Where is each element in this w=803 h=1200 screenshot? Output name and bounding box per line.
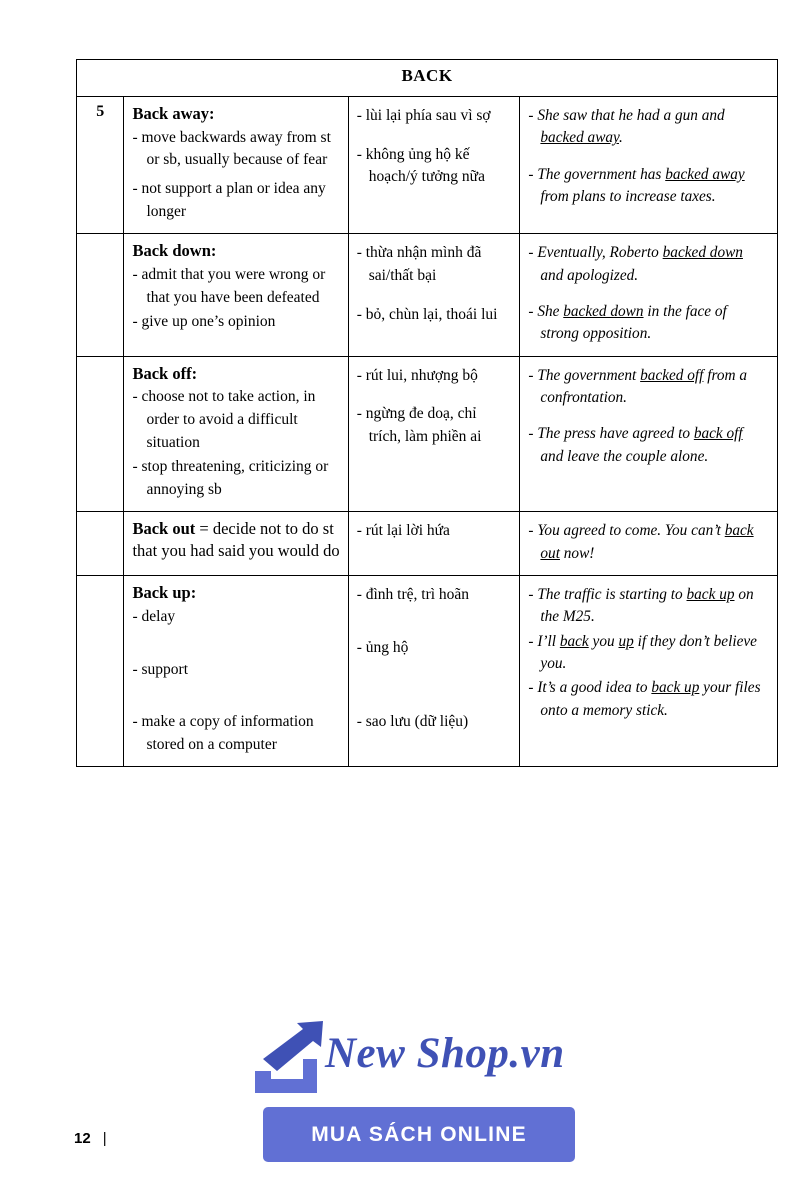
entry-examples [520,234,778,356]
entry-definition: - give up one’s opinion [132,313,276,331]
entry-example: - The government has backed away from plans to increase taxes. [528,165,745,205]
entry-example: - She saw that he had a gun and backed away. [528,107,725,147]
entry-definition: - delay [132,607,176,625]
table-row [77,97,778,234]
entry-vietnamese [348,356,520,512]
entry-english [124,356,348,512]
entry-translation: - đình trệ, trì hoãn [356,586,470,604]
entry-term-label: Back out [132,519,196,539]
arrow-logo-icon [247,1019,337,1097]
entry-example: - She backed down in the face of strong opposition. [528,302,727,343]
entry-translation: - lùi lại phía sau vì sợ [356,107,491,124]
entry-example: - I’ll back you up if they don’t believe you. [528,632,757,673]
buy-online-button[interactable]: MUA SÁCH ONLINE [263,1107,575,1162]
entry-english [124,512,348,576]
logo-text: New Shop.vn [325,1030,565,1077]
table-row [77,576,778,767]
entry-english [124,576,348,767]
entry-number [77,356,124,512]
entry-vietnamese [348,234,520,356]
entry-translation: - không ủng hộ kế hoạch/ý tưởng nữa [356,145,485,186]
entry-term-suffix: = decide not to do st that you had said you would do [132,519,340,561]
entry-examples [520,356,778,512]
page-number-divider: | [102,1130,107,1147]
entry-definition: - move backwards away from st or sb, usually because of fear [132,128,331,169]
table-row [77,512,778,576]
entry-definition: - choose not to take action, in order to avoid a difficult situation [132,388,316,451]
entry-examples [520,512,778,576]
entry-vietnamese [348,512,520,576]
entry-examples [520,576,778,767]
entry-translation: - sao lưu (dữ liệu) [356,713,469,731]
entry-definition: - stop threatening, criticizing or annoying sb [132,458,329,498]
entry-translation: - rút lại lời hứa [356,522,450,540]
entry-translation: - rút lui, nhượng bộ [356,366,478,384]
entry-number [77,234,124,356]
entry-term: Back away: [132,104,215,123]
entry-vietnamese [348,576,520,767]
entry-definition: - support [132,660,189,678]
entry-english [124,97,348,234]
entry-term: Back up: [132,583,197,603]
phrasal-verb-table [76,59,778,767]
entry-english [124,234,348,356]
table-header-row [77,60,778,97]
entry-examples [520,97,778,234]
entry-example: - The press have agreed to back off and leave the couple alone. [528,425,743,465]
table-row [77,356,778,512]
entry-definition: - admit that you were wrong or that you have been defeated [132,266,326,306]
entry-translation: - ngừng đe doạ, chỉ trích, làm phiền ai [356,405,482,445]
entry-definition: - make a copy of information stored on a computer [132,713,314,753]
table-row [77,234,778,356]
entry-example: - You agreed to come. You can’t back out now! [528,522,754,562]
entry-term: Back off: [132,363,198,383]
entry-number [77,576,124,767]
page-number-value: 12 [74,1130,91,1147]
entry-number: 5 [77,97,124,234]
entry-term: Back down: [132,241,217,261]
entry-example: - Eventually, Roberto backed down and apologized. [528,244,743,284]
table-title: BACK [77,60,778,97]
entry-definition: - not support a plan or idea any longer [132,180,326,220]
page-number [74,1130,107,1147]
entry-example: - It’s a good idea to back up your files onto a memory stick. [528,679,761,719]
entry-translation: - bỏ, chùn lại, thoái lui [356,305,498,323]
entry-term [132,518,339,562]
entry-example: - The government backed off from a confrontation. [528,366,748,406]
newshop-logo [247,1019,607,1097]
entry-translation: - thừa nhận mình đã sai/thất bại [356,244,482,284]
entry-example: - The traffic is starting to back up on the M25. [528,586,754,626]
entry-number [77,512,124,576]
entry-vietnamese [348,97,520,234]
entry-translation: - ủng hộ [356,638,409,656]
